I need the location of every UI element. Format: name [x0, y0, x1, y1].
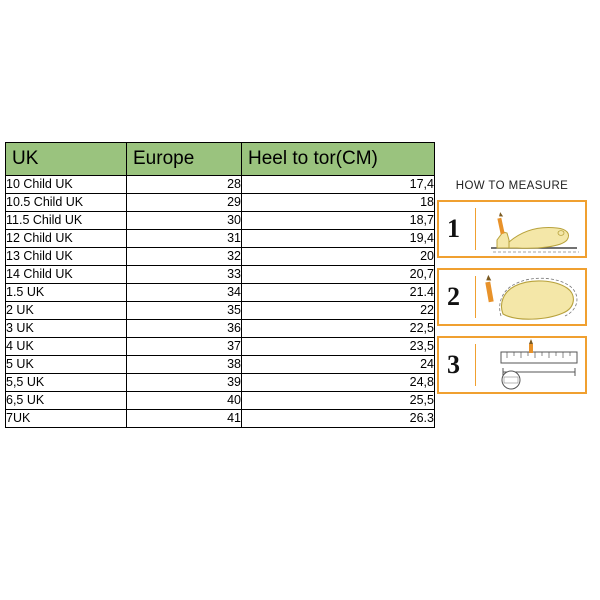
column-header-heel-to-toe: Heel to tor(CM) — [242, 143, 435, 176]
table-body — [6, 176, 435, 428]
table-row — [6, 176, 435, 194]
cell-europe: 30 — [127, 212, 242, 230]
cell-heel: 21.4 — [242, 284, 435, 302]
column-header-europe: Europe — [127, 143, 242, 176]
table-row — [6, 194, 435, 212]
cell-europe: 28 — [127, 176, 242, 194]
cell-uk: 4 UK — [6, 338, 127, 356]
cell-heel: 26.3 — [242, 410, 435, 428]
step-divider — [475, 344, 476, 386]
cell-europe: 29 — [127, 194, 242, 212]
step-number: 2 — [447, 282, 460, 311]
foot-outline-trace-icon — [477, 270, 585, 324]
table-header-row — [6, 143, 435, 176]
cell-europe: 34 — [127, 284, 242, 302]
cell-europe: 36 — [127, 320, 242, 338]
cell-uk: 5,5 UK — [6, 374, 127, 392]
cell-uk: 2 UK — [6, 302, 127, 320]
table-row — [6, 356, 435, 374]
cell-uk: 10.5 Child UK — [6, 194, 127, 212]
cell-heel: 22,5 — [242, 320, 435, 338]
cell-uk: 14 Child UK — [6, 266, 127, 284]
step-divider — [475, 208, 476, 250]
cell-heel: 18,7 — [242, 212, 435, 230]
cell-heel: 18 — [242, 194, 435, 212]
column-header-uk: UK — [6, 143, 127, 176]
table-row — [6, 374, 435, 392]
cell-europe: 38 — [127, 356, 242, 374]
measure-step-1 — [437, 200, 587, 258]
how-to-measure-title: HOW TO MEASURE — [455, 180, 569, 192]
cell-heel: 24,8 — [242, 374, 435, 392]
cell-europe: 33 — [127, 266, 242, 284]
cell-uk: 6,5 UK — [6, 392, 127, 410]
table-header — [6, 143, 435, 176]
cell-europe: 41 — [127, 410, 242, 428]
cell-europe: 32 — [127, 248, 242, 266]
cell-europe: 37 — [127, 338, 242, 356]
cell-uk: 1.5 UK — [6, 284, 127, 302]
cell-heel: 19,4 — [242, 230, 435, 248]
table-row — [6, 320, 435, 338]
cell-uk: 3 UK — [6, 320, 127, 338]
table-row — [6, 302, 435, 320]
step-number: 1 — [447, 214, 460, 243]
measure-step-3 — [437, 336, 587, 394]
step-number: 3 — [447, 350, 460, 379]
cell-europe: 39 — [127, 374, 242, 392]
cell-heel: 20,7 — [242, 266, 435, 284]
cell-uk: 11.5 Child UK — [6, 212, 127, 230]
ruler-measure-icon — [477, 338, 585, 392]
cell-uk: 7UK — [6, 410, 127, 428]
cell-heel: 24 — [242, 356, 435, 374]
size-table — [5, 142, 435, 428]
table-row — [6, 392, 435, 410]
cell-uk: 13 Child UK — [6, 248, 127, 266]
cell-heel: 22 — [242, 302, 435, 320]
cell-heel: 23,5 — [242, 338, 435, 356]
step-divider — [475, 276, 476, 318]
cell-europe: 40 — [127, 392, 242, 410]
cell-uk: 10 Child UK — [6, 176, 127, 194]
table-row — [6, 212, 435, 230]
cell-uk: 5 UK — [6, 356, 127, 374]
table-row — [6, 338, 435, 356]
cell-europe: 35 — [127, 302, 242, 320]
table-row — [6, 284, 435, 302]
table-row — [6, 248, 435, 266]
table-row — [6, 410, 435, 428]
table-row — [6, 230, 435, 248]
cell-heel: 17,4 — [242, 176, 435, 194]
foot-on-paper-icon — [477, 202, 585, 256]
cell-uk: 12 Child UK — [6, 230, 127, 248]
cell-heel: 20 — [242, 248, 435, 266]
cell-heel: 25,5 — [242, 392, 435, 410]
table-row — [6, 266, 435, 284]
how-to-measure-panel — [437, 180, 587, 404]
measure-step-2 — [437, 268, 587, 326]
cell-europe: 31 — [127, 230, 242, 248]
